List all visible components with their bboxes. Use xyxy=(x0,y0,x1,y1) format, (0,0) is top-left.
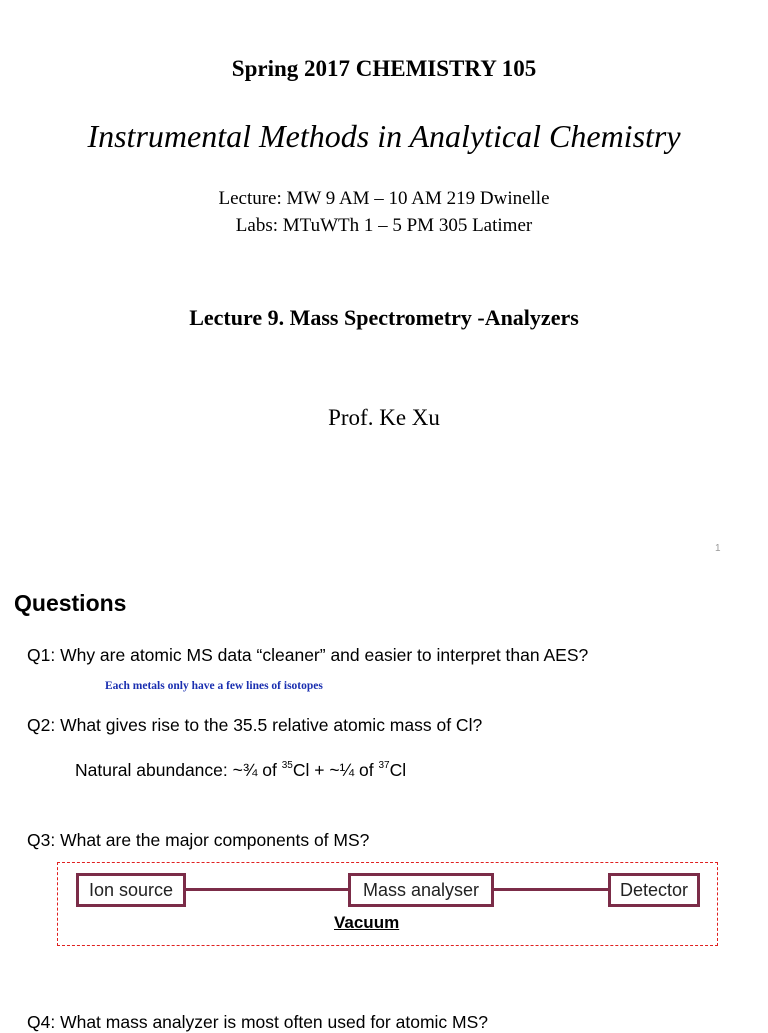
questions-heading: Questions xyxy=(14,590,127,616)
lecture-topic: Lecture 9. Mass Spectrometry -Analyzers xyxy=(189,305,579,330)
isotope-35-superscript: 35 xyxy=(281,760,293,772)
labs-schedule: Labs: MTuWTh 1 – 5 PM 305 Latimer xyxy=(235,215,533,236)
page-number: 1 xyxy=(715,543,721,554)
answer-2-prefix: Natural abundance: ~¾ of xyxy=(75,760,282,780)
course-subtitle: Instrumental Methods in Analytical Chemistry xyxy=(87,118,681,154)
lecture-schedule: Lecture: MW 9 AM – 10 AM 219 Dwinelle xyxy=(218,188,550,209)
isotope-37-superscript: 37 xyxy=(378,760,390,772)
answer-2 xyxy=(75,760,406,781)
answer-2-suffix: Cl xyxy=(389,760,407,780)
professor-name: Prof. Ke Xu xyxy=(328,405,440,430)
answer-1: Each metals only have a few lines of isotopes xyxy=(105,680,323,692)
mass-analyser-box: Mass analyser xyxy=(348,873,494,907)
answer-2-mid: Cl + ~¼ of xyxy=(292,760,379,780)
detector-box: Detector xyxy=(608,873,700,907)
connector-line xyxy=(493,888,609,891)
course-title: Spring 2017 CHEMISTRY 105 xyxy=(231,56,537,81)
vacuum-label: Vacuum xyxy=(334,913,400,932)
question-1: Q1: Why are atomic MS data “cleaner” and easier to interpret than AES? xyxy=(27,645,589,665)
question-2: Q2: What gives rise to the 35.5 relative atomic mass of Cl? xyxy=(27,715,483,735)
ion-source-box: Ion source xyxy=(76,873,186,907)
ms-components-diagram xyxy=(57,862,718,946)
question-3: Q3: What are the major components of MS? xyxy=(27,830,370,850)
connector-line xyxy=(185,888,349,891)
question-4: Q4: What mass analyzer is most often used for atomic MS? xyxy=(27,1012,489,1032)
